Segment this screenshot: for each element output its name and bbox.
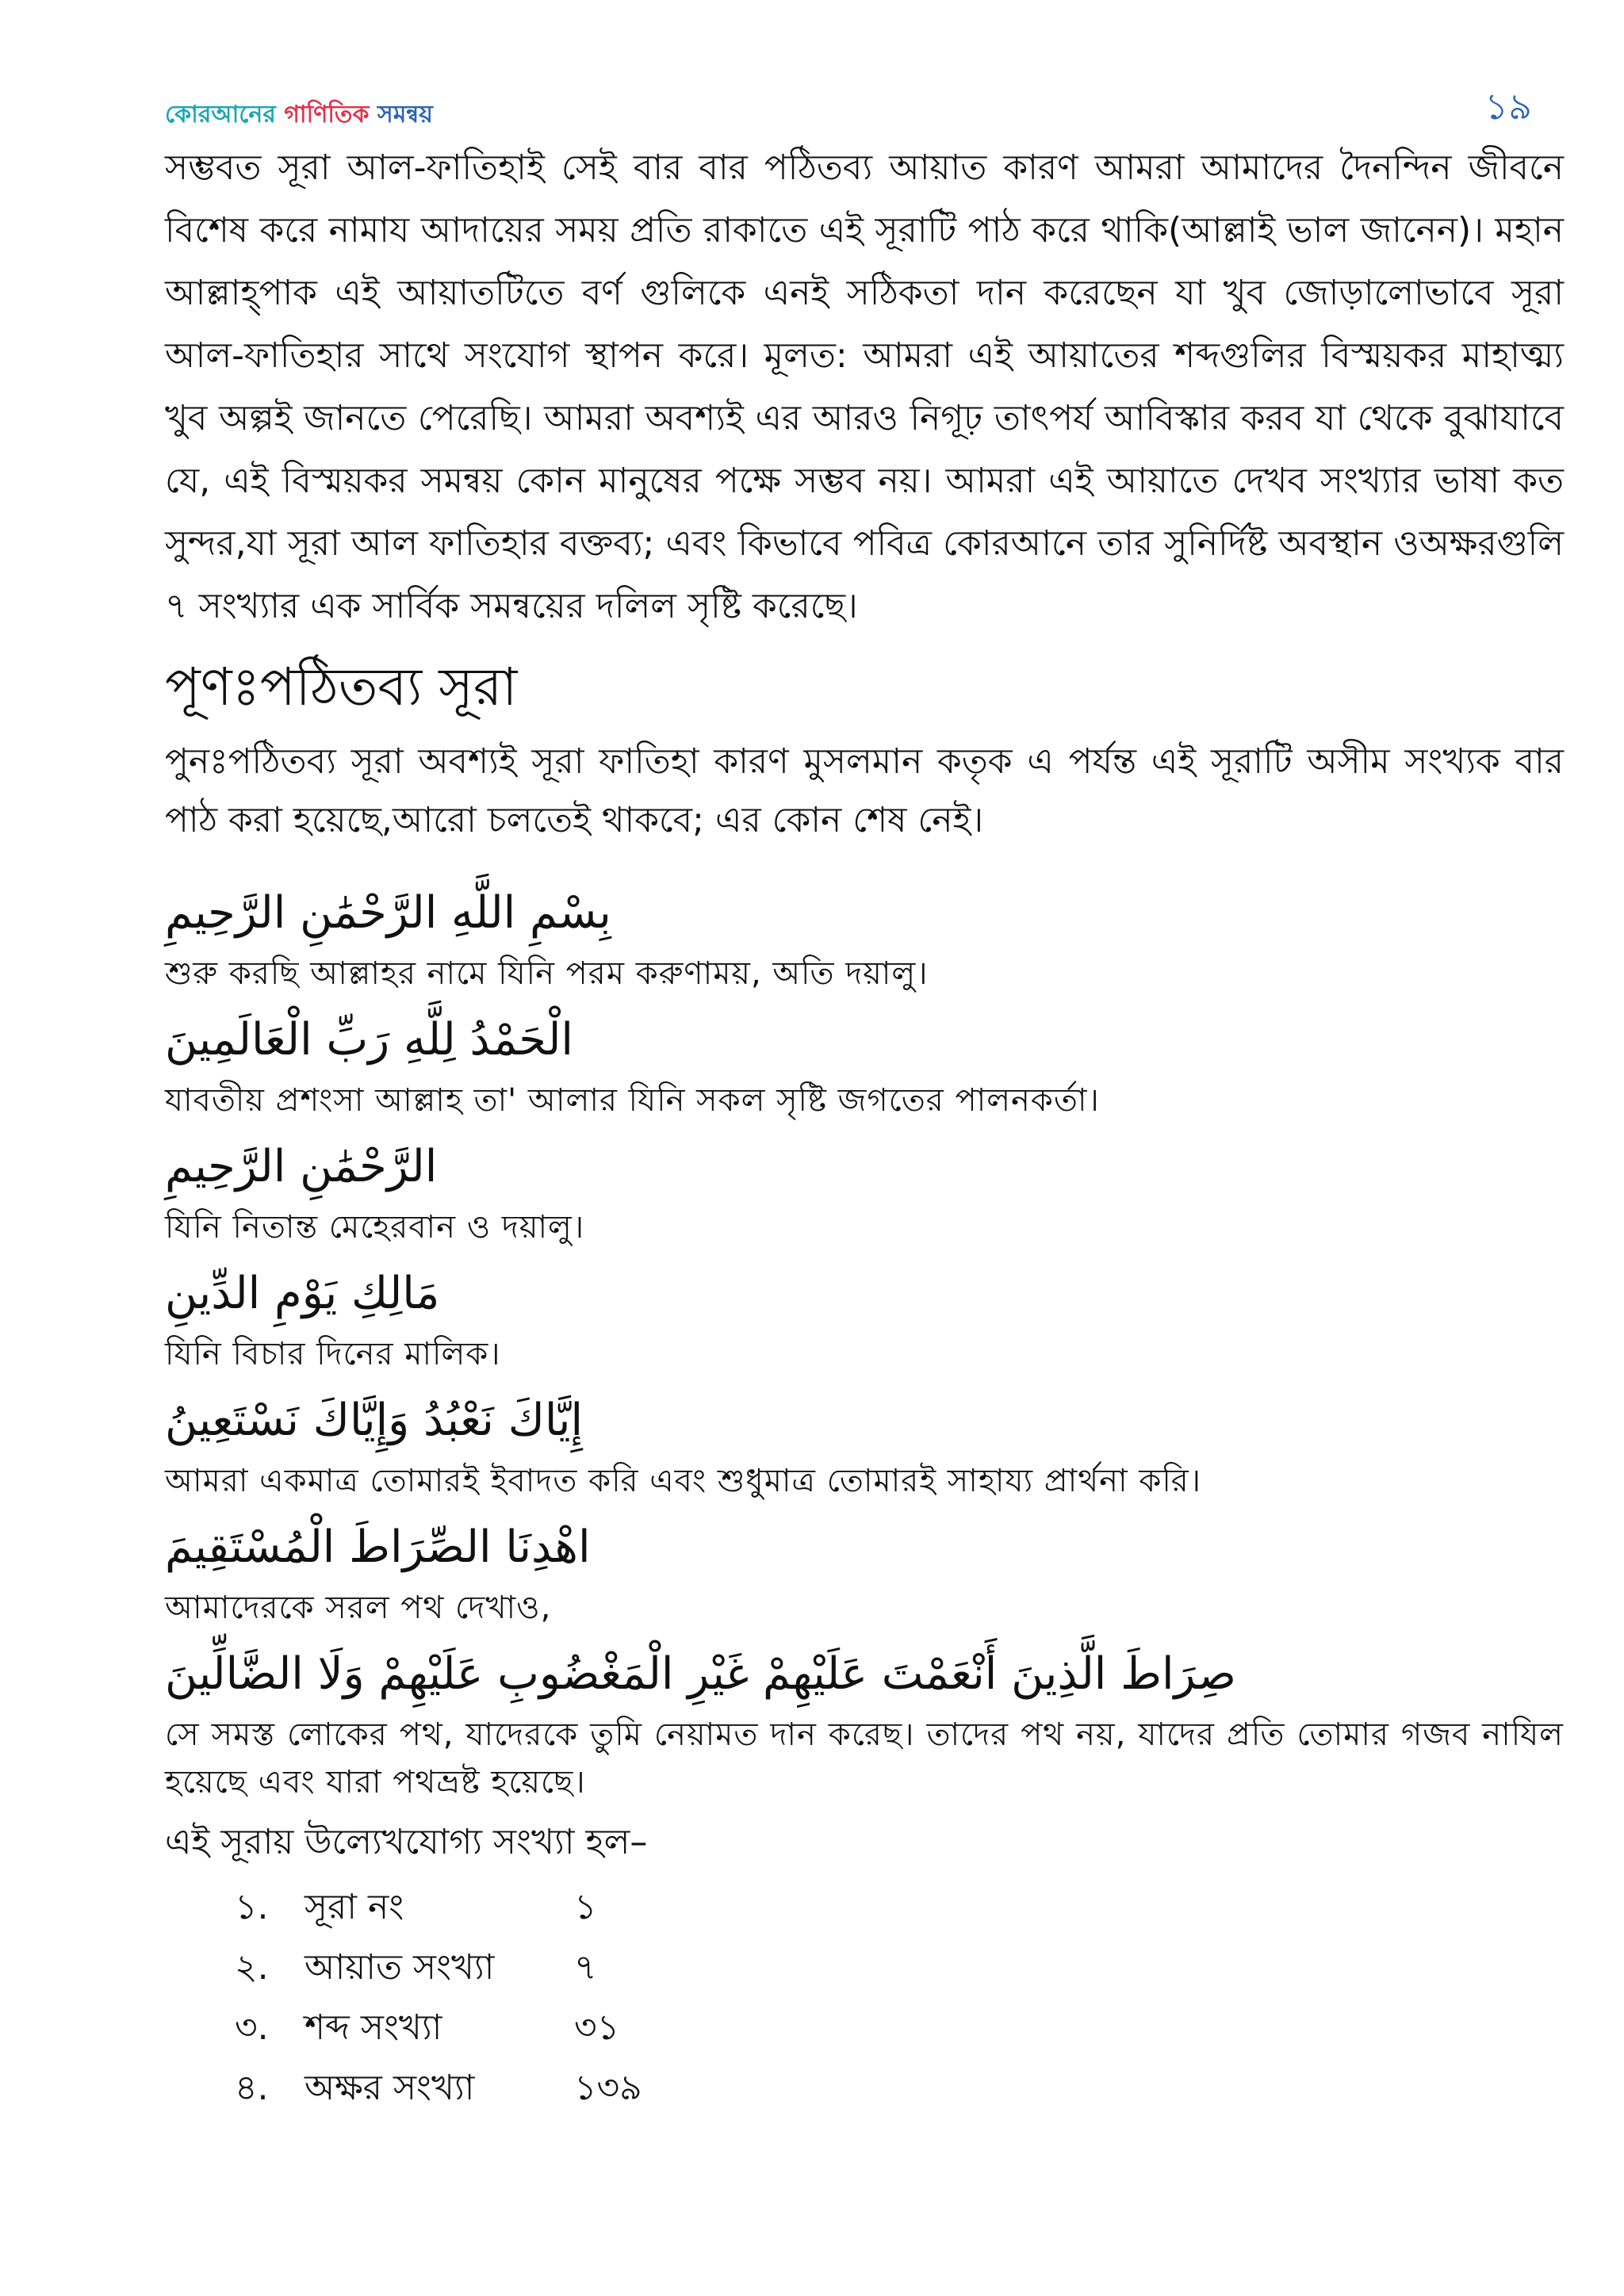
verse-4 <box>165 1257 1564 1378</box>
book-title-part-1: কোরআনের <box>165 101 285 128</box>
list-item-number: ৪. <box>235 2068 269 2108</box>
list-item-label: সূরা নং <box>304 1887 404 1927</box>
list-item-number: ৩. <box>235 2007 269 2048</box>
verse-arabic: اهْدِنَا الصِّرَاطَ الْمُسْتَقِيمَ <box>165 1521 591 1573</box>
verse-translation: শুরু করছি আল্লাহর নামে যিনি পরম করুণাময়, অতি দয়ালু। <box>165 955 929 992</box>
list-item-label: অক্ষর সংখ্যা <box>304 2068 475 2108</box>
list-item <box>235 1938 1564 1998</box>
book-title <box>165 95 433 136</box>
section-paragraph: পুনঃপঠিতব্য সূরা অবশ্যই সূরা ফাতিহা কারণ মুসলমান কতৃক এ পর্যন্ত এই সূরাটি অসীম সংখ্যক বার পাঠ করা হয়েছে,আরো চলতেই থাকবে; এর কোন শেষ নেই। <box>165 741 1564 840</box>
verse-6 <box>165 1511 1564 1632</box>
list-item-label: শব্দ সংখ্যা <box>304 2007 442 2048</box>
list-item-value: ১৩৯ <box>574 2068 642 2108</box>
number-list <box>165 1877 1564 2118</box>
list-item <box>235 2058 1564 2118</box>
verse-arabic: الرَّحْمَٰنِ الرَّحِيمِ <box>165 1141 438 1192</box>
verse-translation: যিনি বিচার দিনের মালিক। <box>165 1336 501 1372</box>
list-item-value: ৭ <box>574 1947 597 1988</box>
verse-5 <box>165 1384 1564 1505</box>
running-header <box>165 79 1540 135</box>
page-number: ১৯ <box>1484 85 1532 128</box>
verse-translation: আমাদেরকে সরল পথ দেখাও, <box>165 1590 552 1626</box>
verse-arabic: مَالِكِ يَوْمِ الدِّينِ <box>165 1268 440 1319</box>
list-intro: এই সূরায় উল্যেখযোগ্য সংখ্যা হল– <box>165 1822 648 1862</box>
list-item-value: ১ <box>574 1887 597 1927</box>
list-item-number: ২. <box>235 1947 269 1988</box>
verse-arabic: الْحَمْدُ لِلَّهِ رَبِّ الْعَالَمِينَ <box>165 1014 573 1066</box>
list-item-value: ৩১ <box>574 2007 620 2048</box>
verse-translation: যাবতীয় প্রশংসা আল্লাহ তা' আলার যিনি সকল সৃষ্টি জগতের পালনকর্তা। <box>165 1082 1100 1119</box>
verse-7 <box>165 1638 1564 1806</box>
list-item <box>235 1877 1564 1938</box>
book-title-part-2: গাণিতিক <box>284 101 377 128</box>
verse-arabic: إِيَّاكَ نَعْبُدُ وَإِيَّاكَ نَسْتَعِينُ <box>165 1395 584 1446</box>
verse-2 <box>165 1004 1564 1124</box>
verse-arabic: بِسْمِ اللَّهِ الرَّحْمَٰنِ الرَّحِيمِ <box>165 887 611 939</box>
intro-paragraph: সম্ভবত সূরা আল-ফাতিহাই সেই বার বার পঠিতব্য আয়াত কারণ আমরা আমাদের দৈনন্দিন জীবনে বিশেষ করে নামায আদায়ের সময় প্রতি রাকাতে এই সূরাটি পাঠ করে থাকি(আল্লাই ভাল জানেন)। মহান আল্লাহ্পাক এই আয়াতটিতে বর্ণ গুলিকে এনই সঠিকতা দান করেছেন যা খুব জোড়ালোভাবে সূরা আল-ফাতিহার সাথে সংযোগ স্থাপন করে। মূলত: আমরা এই আয়াতের শব্দগুলির বিস্ময়কর মাহাত্ম্য খুব অল্পই জানতে পেরেছি। আমরা অবশ্যই এর আরও নিগূঢ় তাৎপর্য আবিস্কার করব যা থেকে বুঝাযাবে যে, এই বিস্ময়কর সমন্বয় কোন মানুষের পক্ষে সম্ভব নয়। আমরা এই আয়াতে দেখব সংখ্যার ভাষা কত সুন্দর,যা সূরা আল ফাতিহার বক্তব্য; এবং কিভাবে পবিত্র কোরআনে তার সুনির্দিষ্ট অবস্থান ওঅক্ষরগুলি ৭ সংখ্যার এক সার্বিক সমন্বয়ের দলিল সৃষ্টি করেছে। <box>165 147 1564 626</box>
list-item <box>235 1998 1564 2058</box>
list-item-number: ১. <box>235 1887 269 1927</box>
verse-translation: সে সমস্ত লোকের পথ, যাদেরকে তুমি নেয়ামত দান করেছ। তাদের পথ নয়, যাদের প্রতি তোমার গজব নাযিল হয়েছে এবং যারা পথভ্রষ্ট হয়েছে। <box>165 1716 1564 1800</box>
page-content <box>165 136 1564 2118</box>
section-heading: পূণঃপঠিতব্য সূরা <box>165 656 518 718</box>
book-title-part-3: সমন্বয় <box>377 101 433 128</box>
verse-translation: যিনি নিতান্ত মেহেরবান ও দয়ালু। <box>165 1209 585 1246</box>
verse-1 <box>165 877 1564 997</box>
verse-arabic: صِرَاطَ الَّذِينَ أَنْعَمْتَ عَلَيْهِمْ غَيْرِ الْمَغْضُوبِ عَلَيْهِمْ وَلَا الضَّالِّينَ <box>165 1648 1236 1700</box>
verse-3 <box>165 1131 1564 1251</box>
verse-translation: আমরা একমাত্র তোমারই ইবাদত করি এবং শুধুমাত্র তোমারই সাহায্য প্রার্থনা করি। <box>165 1463 1202 1499</box>
list-item-label: আয়াত সংখ্যা <box>304 1947 495 1988</box>
